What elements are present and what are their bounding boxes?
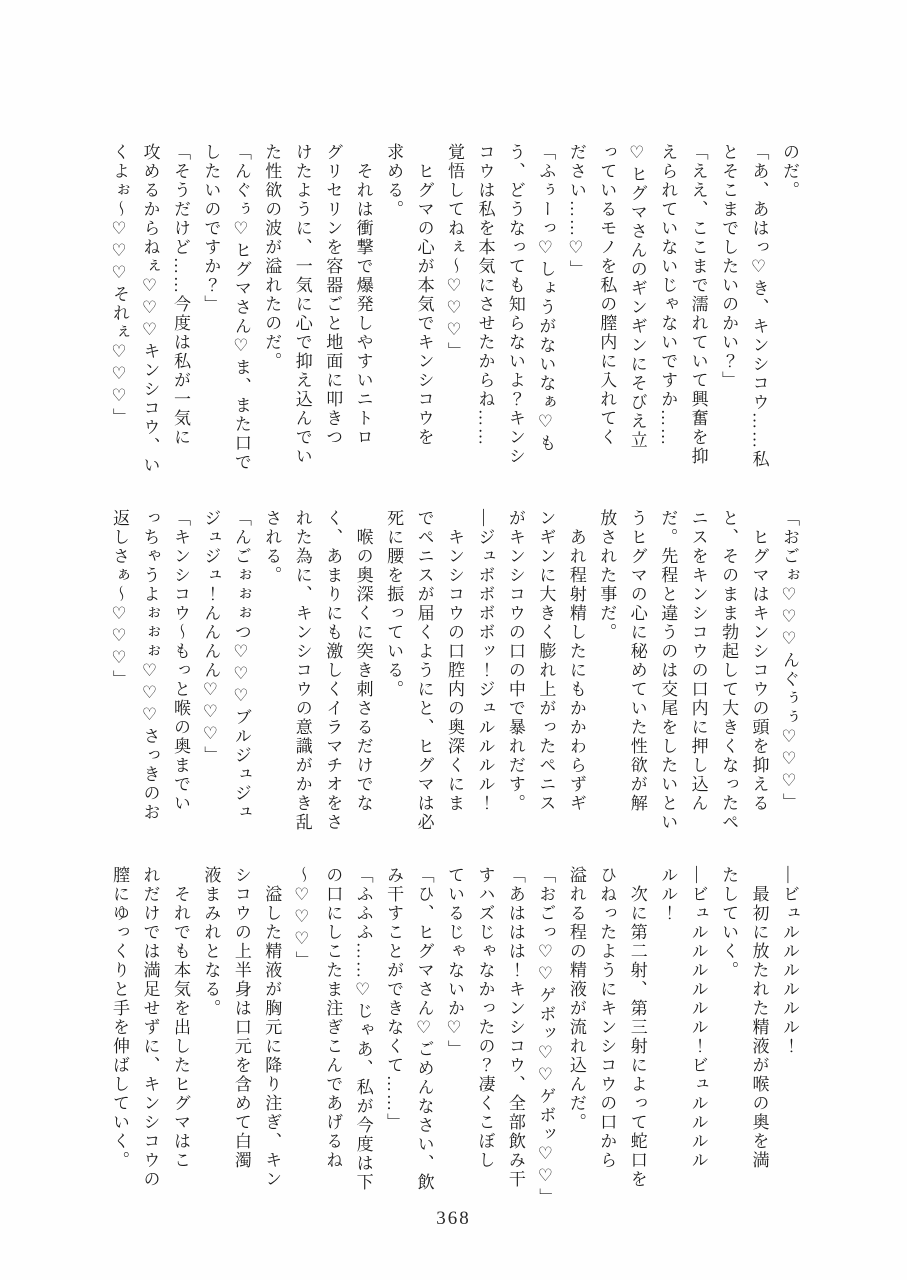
text-column: 死に腰を振っている。 xyxy=(384,509,404,699)
text-column: だ。先程と違うのは交尾をしたいとい xyxy=(658,509,678,832)
text-column: ♡ヒグマさんのギンギンにそびえ立 xyxy=(627,143,647,450)
text-column: 「おごぉ♡♡♡んぐぅぅ♡♡♡」 xyxy=(780,509,799,812)
text-band-top xyxy=(104,143,804,475)
text-column: 覚悟してねぇ〜♡♡♡」 xyxy=(445,143,465,361)
text-column: される。 xyxy=(262,509,282,585)
text-column: ヒグマの心が本気でキンシコウを xyxy=(414,143,434,447)
text-band-bottom xyxy=(104,866,804,1207)
text-column: でペニスが届くようにと、ヒグマは必 xyxy=(414,509,434,832)
text-column: ―ビュルルルルルル！ xyxy=(780,866,799,1056)
text-column: 「ひ、ヒグマさん♡ごめんなさい、飲 xyxy=(414,866,434,1192)
text-column: コウは私を本気にさせたからね…… xyxy=(475,143,495,447)
text-column: 求める。 xyxy=(384,143,404,219)
text-column: 溢れる程の精液が流れ込んだ。 xyxy=(566,866,586,1132)
text-column: と、そのまま勃起して大きくなったペ xyxy=(719,509,739,832)
text-column: ルル！ xyxy=(658,866,678,923)
text-column: のだ。 xyxy=(780,143,799,200)
text-column: 「ふふふ……♡じゃあ、私が今度は下 xyxy=(353,866,373,1192)
text-column: 「あははは！キンシコウ、全部飲み干 xyxy=(505,866,525,1189)
text-column: それでも本気を出したヒグマはこ xyxy=(170,866,190,1170)
text-column: ひねったようにキンシコウの口から xyxy=(597,866,617,1170)
text-column: 「おごっ♡♡ゲボッ♡♡ゲボッ♡♡」 xyxy=(536,866,556,1207)
text-column: たしていく。 xyxy=(719,866,739,980)
text-column: あれ程射精したにもかかわらずギ xyxy=(566,509,586,813)
text-column: それは衝撃で爆発しやすいニトロ xyxy=(353,143,373,447)
text-column: ニスをキンシコウの口内に押し込ん xyxy=(688,509,708,813)
text-column: 最初に放たれた精液が喉の奥を満 xyxy=(749,866,769,1170)
text-column: グリセリンを容器ごと地面に叩きつ xyxy=(323,143,343,447)
text-column: 「んぐぅ♡ヒグマさん♡ま、また口で xyxy=(231,143,251,472)
text-column: 放された事だ。 xyxy=(597,509,617,642)
text-column: 返しさぁ〜♡♡♡」 xyxy=(110,509,130,689)
text-column: 「キンシコウ〜もっと喉の奥までい xyxy=(170,509,190,813)
text-column: 膣にゆっくりと手を伸ばしていく。 xyxy=(110,866,130,1170)
text-column: ヒグマはキンシコウの頭を抑える xyxy=(749,509,769,813)
text-column: けたように、一気に心で抑え込んでい xyxy=(292,143,312,466)
text-column: っちゃうよぉぉぉ♡♡♡さっきのお xyxy=(140,509,160,822)
text-column: ださい……♡」 xyxy=(566,143,586,279)
text-column: したいのですか？」 xyxy=(201,143,221,314)
text-column: れだけでは満足せずに、キンシコウの xyxy=(140,866,160,1189)
text-column: えられていないじゃないですか…… xyxy=(658,143,678,447)
text-column: ているじゃないか♡」 xyxy=(445,866,465,1059)
text-column: 攻めるからねぇ♡♡♡キンシコウ、い xyxy=(140,143,160,475)
text-column: くよぉ〜♡♡♡それぇ♡♡♡」 xyxy=(110,143,130,427)
text-column: 液まみれとなる。 xyxy=(201,866,221,1018)
text-column: 「そうだけど……今度は私が一気に xyxy=(170,143,190,447)
text-column: 「あ、あはっ♡き、キンシコウ……私 xyxy=(749,143,769,469)
text-column: 〜♡♡♡」 xyxy=(292,866,312,970)
text-column: 溢した精液が胸元に降り注ぎ、キン xyxy=(262,866,282,1189)
text-column: キンシコウの口腔内の奥深くにま xyxy=(445,509,465,813)
text-column: み干すことができなくて……」 xyxy=(384,866,404,1132)
text-column: 「んごぉぉぉつ♡♡♡ブルジュジュ xyxy=(231,509,251,822)
text-column: うヒグマの心に秘めていた性欲が解 xyxy=(627,509,647,813)
text-column: の口にしこたま注ぎこんであげるね xyxy=(323,866,343,1170)
text-column: すハズじゃなかったの？凄くこぼし xyxy=(475,866,495,1170)
text-column: う、どうなっても知らないよ？キンシ xyxy=(505,143,525,466)
text-column: 次に第二射、第三射によって蛇口を xyxy=(627,866,647,1189)
text-column: シコウの上半身は口元を含めて白濁 xyxy=(231,866,251,1170)
text-column: く、あまりにも激しくイラマチオをさ xyxy=(323,509,343,832)
text-column: ジュジュ！んんんん♡♡♡」 xyxy=(201,509,221,765)
text-column: ンギンに大きく膨れ上がったペニス xyxy=(536,509,556,813)
text-column: 「ふぅーっ♡しょうがないなぁ♡も xyxy=(536,143,556,453)
text-band-middle xyxy=(104,509,804,832)
text-column: た性欲の波が溢れたのだ。 xyxy=(262,143,282,371)
text-column: ―ビュルルルルルル！ビュルルルル xyxy=(688,866,708,1170)
page-number: 368 xyxy=(436,1208,471,1229)
text-column: がキンシコウの口の中で暴れだす。 xyxy=(505,509,525,813)
text-column: ―ジュボボボボッ！ジュルルルル！ xyxy=(475,509,495,813)
text-column: っているモノを私の膣内に入れてく xyxy=(597,143,617,447)
text-column: 「ええ、ここまで濡れていて興奮を抑 xyxy=(688,143,708,466)
text-column: とそこまでしたいのかい？」 xyxy=(719,143,739,390)
text-column: 喉の奥深くに突き刺さるだけでな xyxy=(353,509,373,813)
text-column: れた為に、キンシコウの意識がかき乱 xyxy=(292,509,312,832)
